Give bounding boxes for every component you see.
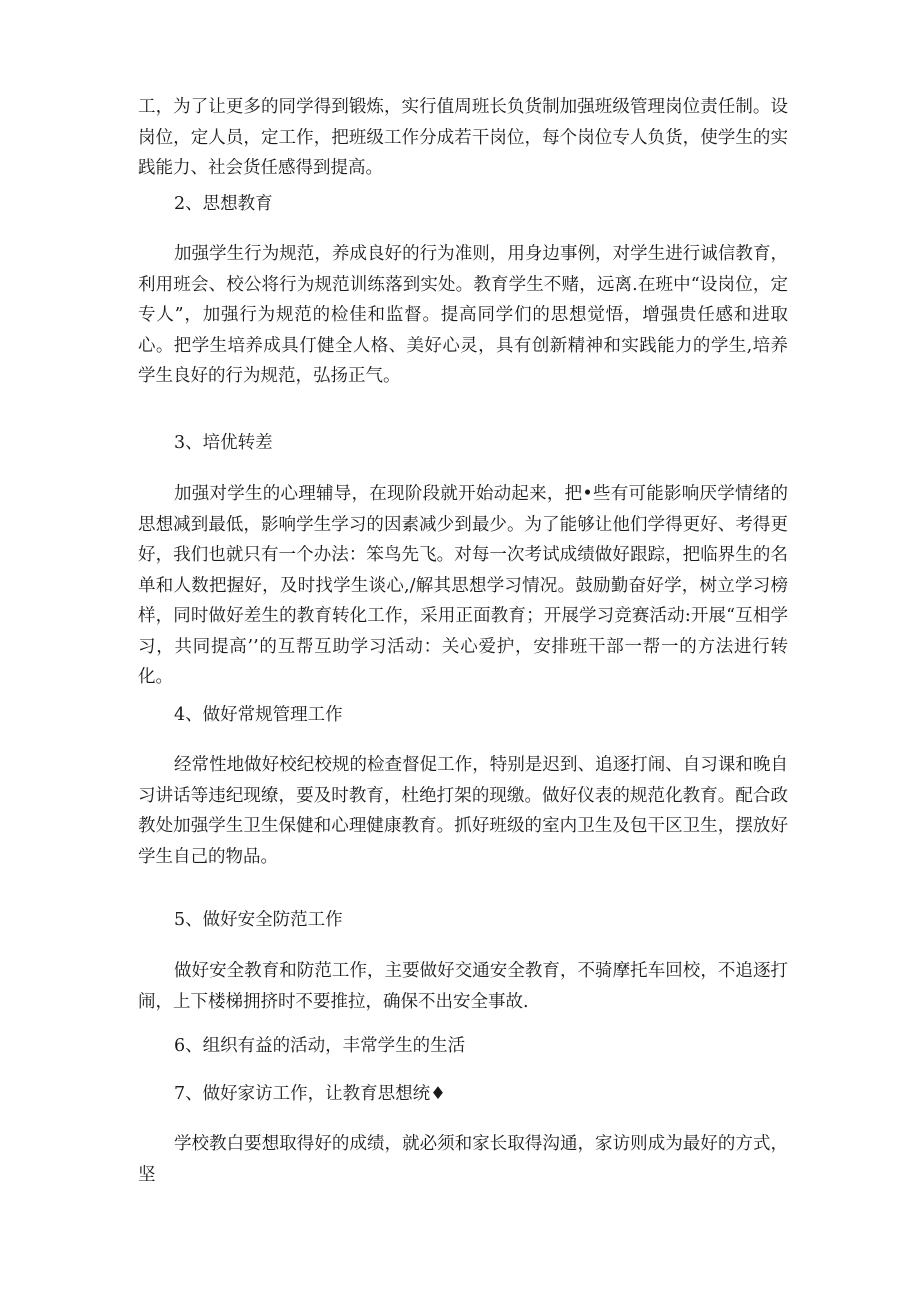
paragraph-safety: 做好安全教育和防范工作，主要做好交通安全教育，不骑摩托车回校，不追逐打闹，上下楼梯拥挤时不要推拉，确保不出安全事故. (138, 961, 788, 1012)
section-heading-activities: 6、组织有益的活动，丰常学生的生活 (174, 1036, 466, 1056)
section-heading-tutoring: 3、培优转差 (174, 433, 273, 453)
section-heading-home-visits: 7、做好家访工作，让教育思想统♦ (174, 1084, 446, 1104)
paragraph-continued-intro: 工，为了让更多的同学得到锻炼，实行值周班长负货制加强班级管理岗位责任制。设岗位，定人员，定工作，把班级工作分成若干岗位，每个岗位专人负货，使学生的实践能力、社会货任感得到提高。 (138, 97, 788, 178)
paragraph-routine-management: 经常性地做好校纪校规的检查督促工作，特别是迟到、追逐打闹、自习课和晚自习讲话等违纪现缭，要及时教育，杜绝打架的现缴。做好仪表的规范化教育。配合政教处加强学生卫生保健和心理健康教育。抓好班级的室内卫生及包干区卫生，摆放好学生自己的物品。 (138, 755, 788, 867)
paragraph-home-visits: 学校教白要想取得好的成绩，就必须和家长取得沟通，家访则成为最好的方式，坚 (138, 1134, 788, 1185)
paragraph-tutoring: 加强对学生的心理辅导，在现阶段就开始动起来，把•些有可能影响厌学情绪的思想减到最低，影响学生学习的因素减少到最少。为了能够让他们学得更好、考得更好，我们也就只有一个办法：笨鸟先飞。对每一次考试成绩做好跟踪，把临界生的名单和人数把握好，及时找学生谈心,/解其思想学习情况。鼓励勤奋好学，树立学习榜样，同时做好差生的教育转化工作，采用正面教育；开展学习竞赛活动:开展“互相学习，共同提高’’的互帮互助学习活动：关心爱护，安排班干部一帮一的方法进行转化。 (138, 484, 788, 687)
section-heading-thought-education: 2、思想教育 (174, 194, 273, 214)
paragraph-thought-education: 加强学生行为规范，养成良好的行为准则，用身边事例，对学生进行诚信教育，利用班会、校公将行为规范训练落到实处。教育学生不赌，远离.在班中“设岗位，定专人”，加强行为规范的检佳和监督。提高同学们的思想觉悟，增强贵任感和进取心。把学生培养成具仃健全人格、美好心灵，具有创新精神和实践能力的学生,培养学生良好的行为规范，弘扬正气。 (138, 244, 788, 386)
section-heading-safety: 5、做好安全防范工作 (174, 910, 343, 930)
section-heading-routine-management: 4、做好常规管理工作 (174, 705, 343, 725)
